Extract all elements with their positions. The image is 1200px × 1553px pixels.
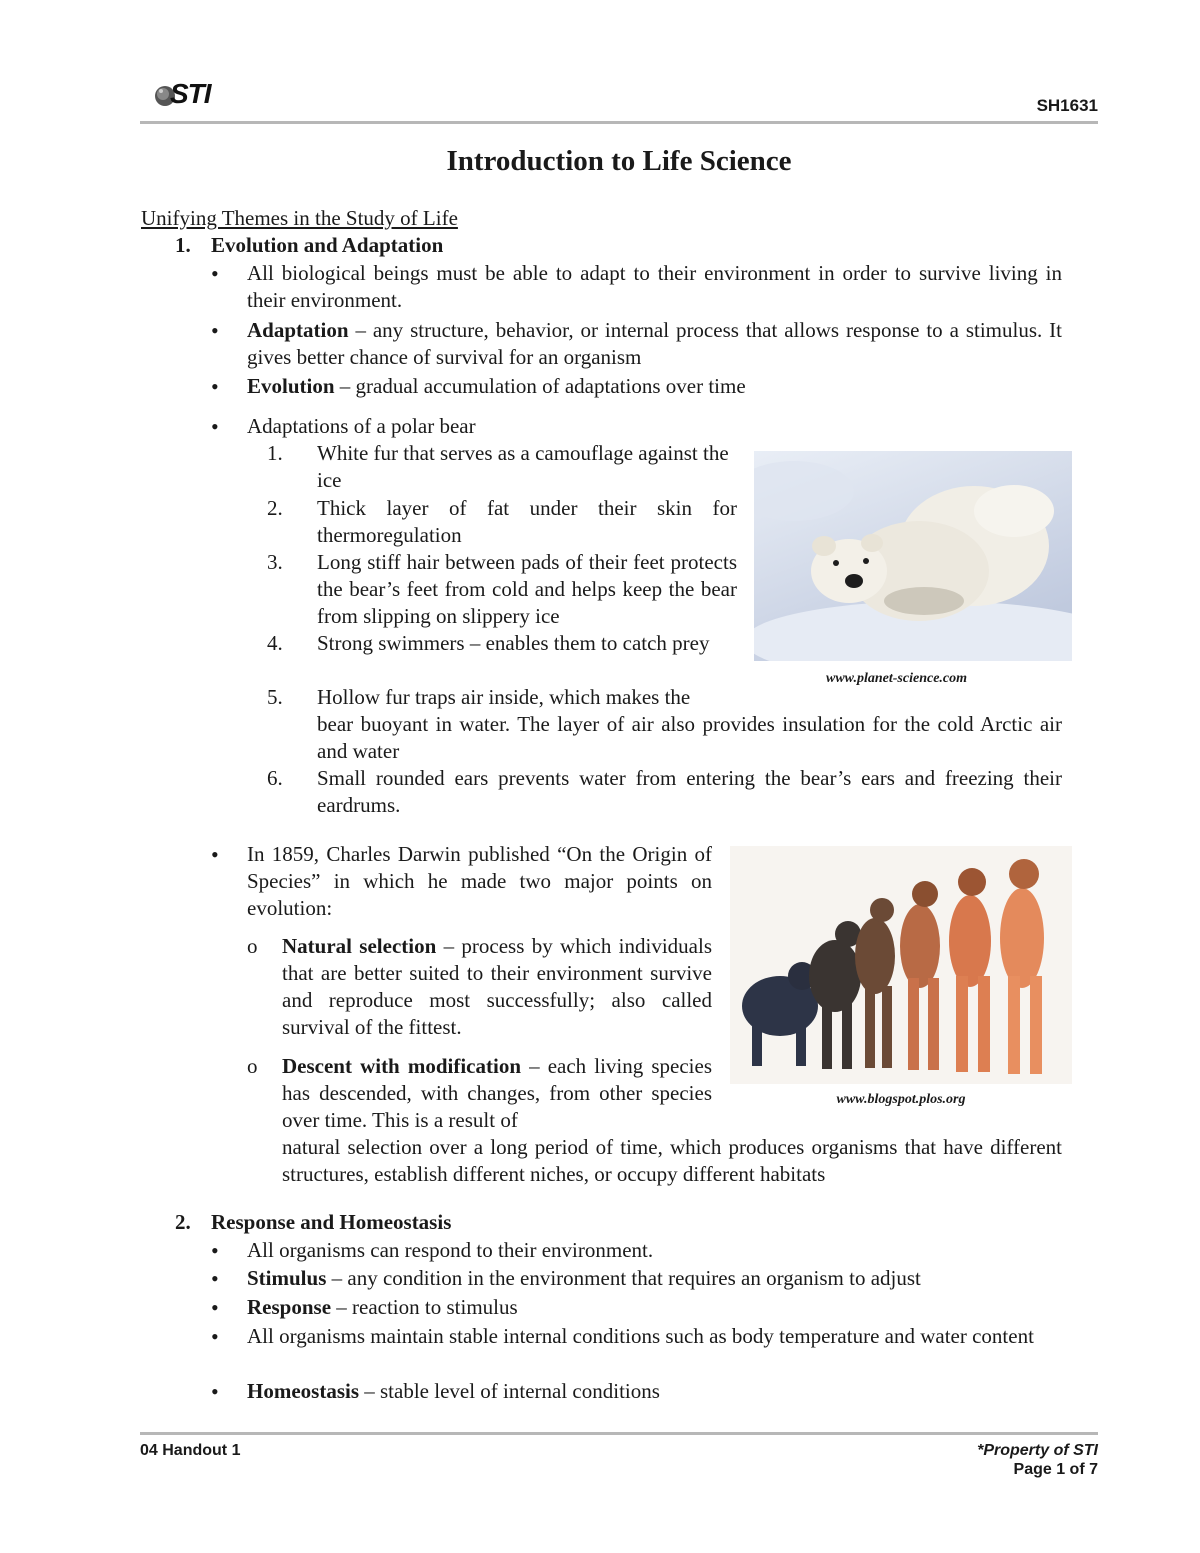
term-evolution: Evolution <box>247 374 335 398</box>
bullet-icon: • <box>211 261 219 286</box>
footer-handout: 04 Handout 1 <box>140 1442 241 1459</box>
page-title: Introduction to Life Science <box>446 145 792 177</box>
evolution-definition: – gradual accumulation of adaptations over time <box>334 374 746 398</box>
term-descent-with-modification: Descent with modification <box>282 1054 521 1078</box>
s2-bullet-1: All organisms can respond to their environment. <box>247 1238 654 1262</box>
bullet-icon: • <box>211 374 219 399</box>
polar-item-5b: bear buoyant in water. The layer of air also provides insulation for the cold Arctic air and water <box>317 712 1062 763</box>
s1-bullet-darwin: In 1859, Charles Darwin published “On the Origin of Species” in which he made two major points on evolution: <box>247 842 712 920</box>
footer-property: *Property of STI <box>977 1442 1098 1459</box>
term-adaptation: Adaptation <box>247 318 349 342</box>
bullet-icon: • <box>211 1324 219 1349</box>
circle-bullet-icon: o <box>247 934 258 958</box>
s1-bullet-1: All biological beings must be able to adapt to their environment in order to survive living in their environment. <box>247 261 1062 312</box>
logo-text: STI <box>170 78 211 109</box>
stimulus-definition: – any condition in the environment that requires an organism to adjust <box>326 1266 921 1290</box>
bullet-icon: • <box>211 414 219 439</box>
polar-bear-photo <box>754 451 1072 661</box>
s1-bullet-evolution <box>247 373 1062 400</box>
homeostasis-definition: – stable level of internal conditions <box>359 1379 660 1403</box>
s2-bullet-homeostasis <box>247 1378 660 1405</box>
bullet-icon: • <box>211 1295 219 1320</box>
section2-heading: Response and Homeostasis <box>211 1210 452 1234</box>
s2-bullet-stimulus <box>247 1265 1062 1292</box>
polar-num-4: 4. <box>267 631 283 655</box>
footer-page: Page 1 of 7 <box>1013 1461 1098 1478</box>
sti-logo <box>150 78 230 114</box>
polar-num-2: 2. <box>267 496 283 520</box>
descent-definition-a: – each living species has descended, with changes, from other species over time. This is a result of <box>282 1054 712 1132</box>
polar-num-3: 3. <box>267 550 283 574</box>
bullet-icon: • <box>211 1238 219 1263</box>
polar-num-6: 6. <box>267 766 283 790</box>
natural-selection-definition: – process by which individuals that are better suited to their environment survive and reproduce most successfully; also called survival of the fittest. <box>282 934 712 1039</box>
descent-item-b: natural selection over a long period of time, which produces organisms that have different structures, establish different niches, or occupy different habitats <box>282 1135 1062 1186</box>
natural-selection-item <box>282 933 712 1041</box>
s1-bullet-polar-bear: Adaptations of a polar bear <box>247 414 476 438</box>
circle-bullet-icon: o <box>247 1054 258 1078</box>
response-definition: – reaction to stimulus <box>331 1295 518 1319</box>
s1-bullet-adaptation <box>247 317 1062 371</box>
adaptation-definition: – any structure, behavior, or internal process that allows response to a stimulus. It gives better chance of survival for an organism <box>247 318 1062 369</box>
section1-heading: Evolution and Adaptation <box>211 233 444 257</box>
polar-num-5: 5. <box>267 685 283 709</box>
descent-item-a <box>282 1053 712 1134</box>
polar-item-5a: Hollow fur traps air inside, which makes the <box>317 685 691 709</box>
section-heading: Unifying Themes in the Study of Life <box>141 206 458 230</box>
header-rule <box>140 121 1098 124</box>
polar-num-1: 1. <box>267 441 283 465</box>
bullet-icon: • <box>211 842 219 867</box>
s2-bullet-response <box>247 1294 518 1321</box>
term-stimulus: Stimulus <box>247 1266 327 1290</box>
bear-photo-credit: www.planet-science.com <box>826 671 968 686</box>
polar-item-6: Small rounded ears prevents water from entering the bear’s ears and freezing their eardrums. <box>317 766 1062 817</box>
polar-item-3: Long stiff hair between pads of their feet protects the bear’s feet from cold and helps keep the bear from slipping on slippery ice <box>317 550 737 628</box>
evolution-photo <box>730 846 1072 1084</box>
s2-bullet-4: All organisms maintain stable internal conditions such as body temperature and water content <box>247 1324 1034 1348</box>
bullet-icon: • <box>211 318 219 343</box>
polar-item-2: Thick layer of fat under their skin for thermoregulation <box>317 496 737 547</box>
bullet-icon: • <box>211 1379 219 1404</box>
footer-rule <box>140 1432 1098 1435</box>
polar-item-4: Strong swimmers – enables them to catch prey <box>317 631 710 655</box>
polar-item-1: White fur that serves as a camouflage against the ice <box>317 441 729 492</box>
doc-code: SH1631 <box>1036 96 1098 115</box>
evolution-photo-credit: www.blogspot.plos.org <box>836 1092 966 1107</box>
term-response: Response <box>247 1295 332 1319</box>
section2-number: 2. <box>175 1210 191 1234</box>
section1-number: 1. <box>175 233 191 257</box>
term-homeostasis: Homeostasis <box>247 1379 359 1403</box>
term-natural-selection: Natural selection <box>282 934 437 958</box>
bullet-icon: • <box>211 1266 219 1291</box>
